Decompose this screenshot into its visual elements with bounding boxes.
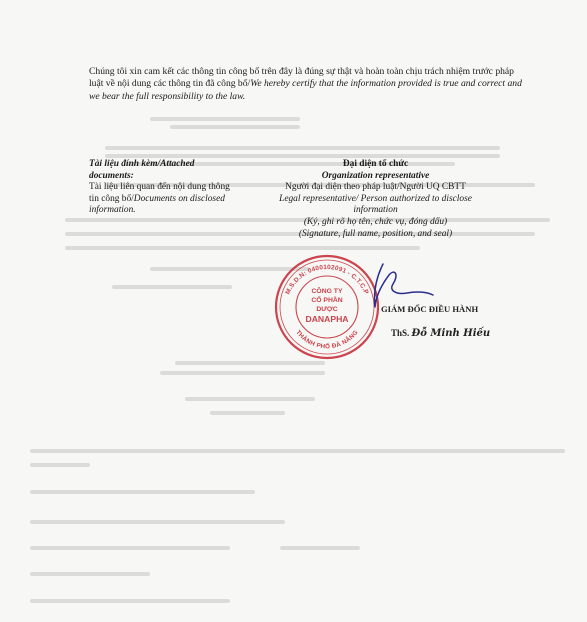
seal-line-pharma: DƯỢC [316, 306, 338, 313]
statement-english: We hereby certify that the information provided is true and correct and we bear the full responsibility to the law. [89, 78, 522, 102]
signer-degree: ThS. [391, 328, 410, 338]
seal-line-brand: DANAPHA [305, 314, 349, 324]
attachments-heading: Tài liệu đính kèm/Attached documents: [89, 159, 195, 181]
signature-instruction-en: (Signature, full name, position, and seal) [298, 228, 453, 239]
representative-block [258, 159, 493, 240]
signer-title: GIÁM ĐỐC ĐIỀU HÀNH [381, 304, 479, 314]
attachments-body [89, 182, 239, 217]
certification-statement [89, 66, 529, 103]
statement-vietnamese: Chúng tôi xin cam kết các thông tin công bố trên đây là đúng sự thật và hoàn toàn chịu trách nhiệm trước pháp luật về nội dung các thông tin đã công bố/ [89, 66, 514, 90]
signer-name: Đỗ Minh Hiếu [411, 328, 491, 339]
attachments-body-english: Documents on disclosed information. [89, 193, 225, 216]
seal-registration-number: M.S.D.N: 0400102091 - C.T.C.P [284, 263, 370, 296]
seal-line-company: CÔNG TY [311, 288, 343, 295]
attachments-block [89, 159, 239, 217]
attachments-body-vietnamese: Tài liệu liên quan đến nội dung thông tin công bố/ [89, 182, 230, 204]
seal-city: THÀNH PHỐ ĐÀ NẴNG [294, 329, 360, 351]
seal-line-joint-stock: CỔ PHẦN [311, 297, 343, 304]
svg-text:THÀNH PHỐ ĐÀ NẴNG [294, 329, 359, 350]
representative-role-en: Legal representative/ Person authorized to disclose information [279, 193, 472, 216]
signature-instruction-vi: (Ký, ghi rõ họ tên, chức vụ, đóng dấu) [303, 216, 448, 227]
representative-heading-en: Organization representative [321, 170, 430, 181]
representative-role-vi: Người đại diện theo pháp luật/Người UQ CBTT [285, 182, 466, 193]
representative-heading-vi: Đại diện tổ chức [342, 159, 409, 169]
signer-name-line [391, 328, 490, 339]
